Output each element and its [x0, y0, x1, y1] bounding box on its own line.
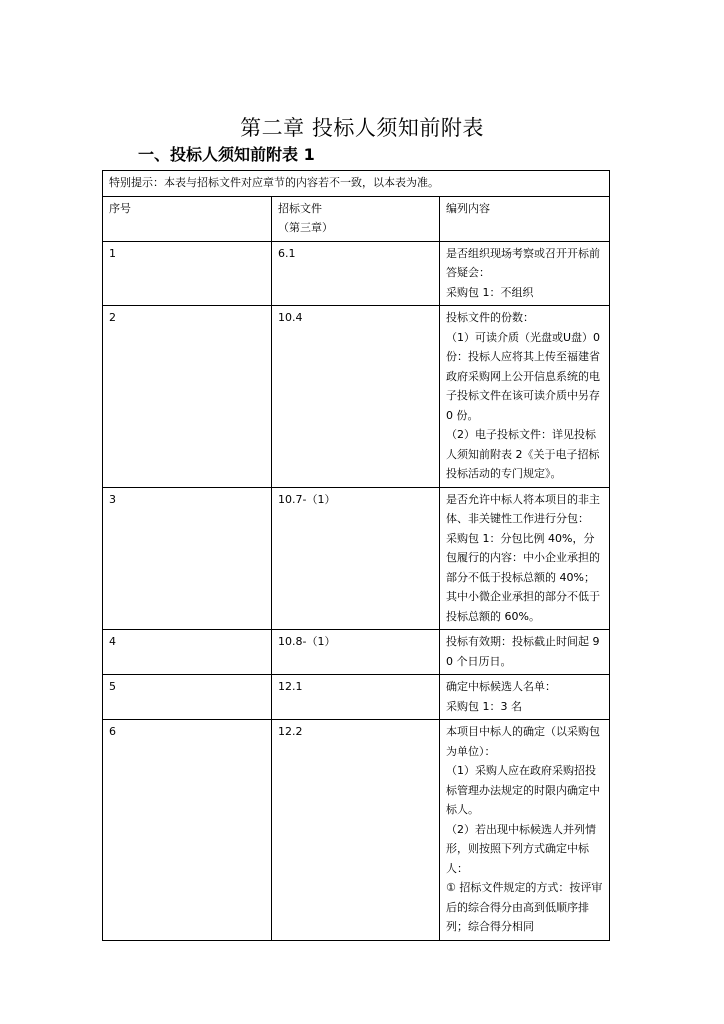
table-row: [103, 241, 610, 306]
row-seq: 4: [103, 630, 272, 675]
row-content: [440, 487, 610, 630]
row-content: [440, 720, 610, 941]
row-clause: 10.7-（1）: [272, 487, 440, 630]
row-seq: 3: [103, 487, 272, 630]
row-clause: 10.4: [272, 306, 440, 488]
content-paragraph: ① 招标文件规定的方式：按评审后的综合得分由高到低顺序排列；综合得分相同: [446, 881, 603, 933]
content-paragraph: （1）可读介质（光盘或U盘）0份：投标人应将其上传至福建省政府采购网上公开信息系统的电子投标文件在该可读介质中另存 0 份。: [446, 330, 601, 422]
content-paragraph: 是否组织现场考察或召开开标前答疑会：: [446, 246, 600, 279]
content-paragraph: 是否允许中标人将本项目的非主体、非关键性工作进行分包：: [446, 492, 600, 525]
row-content: [440, 630, 610, 675]
row-seq: 5: [103, 675, 272, 720]
row-content: [440, 241, 610, 306]
header-file-line1: 招标文件: [278, 201, 322, 215]
content-paragraph: 确定中标候选人名单：: [446, 680, 556, 693]
table-row: [103, 675, 610, 720]
header-file-line2: （第三章）: [278, 221, 333, 234]
content-paragraph: 采购包 1：分包比例 40%，分包履行的内容：中小企业承担的部分不低于投标总额的 40%；其中小微企业承担的部分不低于投标总额的 60%。: [446, 531, 600, 623]
row-seq: 1: [103, 241, 272, 306]
content-paragraph: （2）若出现中标候选人并列情形，则按照下列方式确定中标人：: [446, 822, 596, 875]
tip-row: [103, 171, 610, 197]
row-seq: 2: [103, 306, 272, 488]
notice-table: [102, 170, 610, 941]
content-paragraph: 投标文件的份数：: [446, 311, 534, 324]
header-seq: 序号: [103, 196, 272, 241]
row-seq: 6: [103, 720, 272, 941]
row-clause: 10.8-（1）: [272, 630, 440, 675]
row-clause: 6.1: [272, 241, 440, 306]
row-clause: 12.1: [272, 675, 440, 720]
content-paragraph: 本项目中标人的确定（以采购包为单位）：: [446, 725, 600, 758]
row-content: [440, 675, 610, 720]
header-file: [272, 196, 440, 241]
row-content: [440, 306, 610, 488]
content-paragraph: 采购包 1：3 名: [446, 699, 522, 713]
content-paragraph: 投标有效期：投标截止时间起 90 个日历日。: [446, 635, 600, 668]
table-row: [103, 487, 610, 630]
header-row: [103, 196, 610, 241]
table-row: [103, 630, 610, 675]
section-title: 一、投标人须知前附表 1: [138, 145, 315, 164]
row-clause: 12.2: [272, 720, 440, 941]
content-paragraph: 采购包 1：不组织: [446, 285, 534, 299]
header-content: 编列内容: [440, 196, 610, 241]
table-row: [103, 306, 610, 488]
page-title: 第二章 投标人须知前附表: [240, 116, 484, 141]
special-tip: 特别提示：本表与招标文件对应章节的内容若不一致，以本表为准。: [103, 171, 610, 197]
table-row: [103, 720, 610, 941]
content-paragraph: （1）采购人应在政府采购招投标管理办法规定的时限内确定中标人。: [446, 764, 600, 816]
content-paragraph: （2）电子投标文件：详见投标人须知前附表 2《关于电子招标投标活动的专门规定》。: [446, 428, 600, 480]
